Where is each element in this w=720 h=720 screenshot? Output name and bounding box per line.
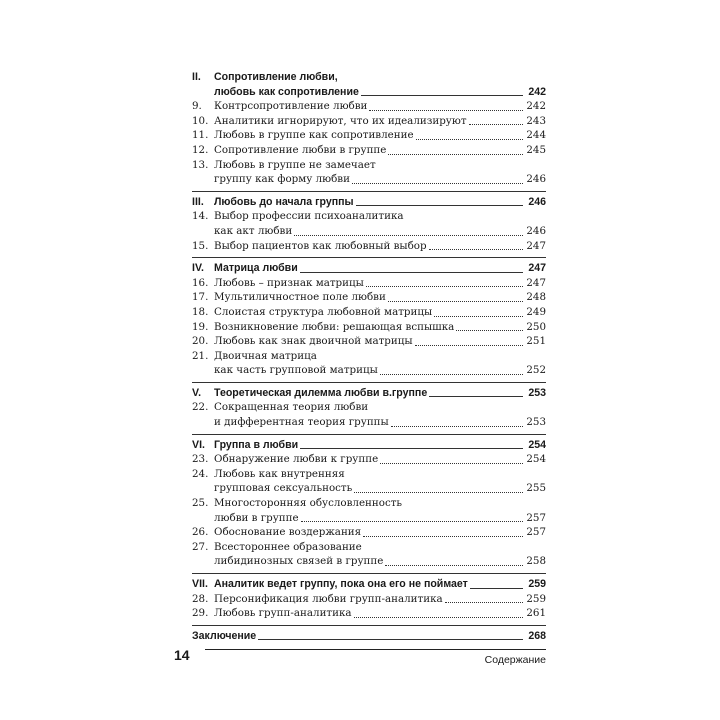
toc-entry-title: Любовь как знак двоичной матрицы (214, 335, 413, 348)
toc-entry-page: 255 (526, 482, 546, 495)
toc-entry-page: 253 (526, 416, 546, 429)
toc-entry (192, 349, 546, 364)
toc-entry-number: 23. (192, 453, 209, 466)
toc-entry-page: 250 (526, 320, 546, 333)
toc-entry (192, 172, 546, 187)
toc-entry-page: 246 (528, 195, 546, 208)
toc-entry-page: 246 (526, 224, 546, 237)
leader-dots (363, 535, 523, 537)
toc-entry-page: 247 (528, 262, 546, 275)
toc-entry-number: 13. (192, 158, 209, 171)
section-divider (192, 573, 546, 574)
toc-entry (192, 438, 546, 453)
toc-entry-number: 22. (192, 401, 209, 414)
toc-entry-title: Двоичная матрица (214, 349, 317, 362)
toc-entry (192, 554, 546, 569)
toc-entry (192, 511, 546, 526)
section-divider (192, 434, 546, 435)
toc-entry-title: как акт любви (214, 224, 293, 237)
toc-entry (192, 592, 546, 607)
toc-entry (192, 400, 546, 415)
toc-entry-number: 28. (192, 592, 209, 605)
toc-entry-title: Сопротивление любви в группе (214, 143, 387, 156)
toc-entry-number: 25. (192, 497, 209, 510)
toc-entry-page: 254 (526, 453, 546, 466)
toc-entry-title: Сопротивление любви, (214, 71, 338, 83)
toc-entry-number: 16. (192, 276, 209, 289)
leader-dots (429, 395, 523, 397)
footer-rule (205, 649, 546, 650)
toc-entry-page: 242 (526, 100, 546, 113)
toc-entry-title: Аналитик ведет группу, пока она его не поймает (214, 578, 468, 590)
leader-dots (469, 123, 523, 125)
toc-entry (192, 606, 546, 621)
toc-entry (192, 158, 546, 173)
toc-entry-number: 15. (192, 239, 209, 252)
toc-entry-number: 19. (192, 320, 209, 333)
toc-entry-title: Контрсопротивление любви (214, 100, 368, 113)
toc-entry-title: Персонификация любви групп-аналитика (214, 592, 443, 605)
leader-dots (470, 587, 523, 589)
toc-entry-title: Любовь до начала группы (214, 195, 354, 208)
toc-entry-title: любовь как сопротивление (214, 85, 359, 98)
leader-dots (416, 138, 523, 140)
toc-entry-page: 244 (526, 129, 546, 142)
toc-entry-number: III. (192, 195, 204, 208)
leader-dots (388, 153, 523, 155)
leader-dots (385, 564, 523, 566)
leader-dots (300, 271, 523, 273)
leader-dots (258, 638, 523, 640)
toc-entry (192, 577, 546, 592)
leader-dots (361, 94, 523, 96)
leader-dots (415, 344, 523, 346)
toc-entry-number: 9. (192, 100, 202, 113)
toc-entry-title: Любовь групп-аналитика (214, 607, 352, 620)
toc-entry (192, 195, 546, 210)
toc-entry-page: 243 (526, 114, 546, 127)
toc-entry-title: Любовь в группе не замечает (214, 158, 376, 171)
running-title: Содержание (484, 654, 546, 666)
toc-entry-number: 29. (192, 607, 209, 620)
toc-entry-number: V. (192, 386, 202, 399)
toc-entry-title: группу как форму любви (214, 173, 350, 186)
toc-entry-title: Многосторонняя обусловленность (214, 497, 403, 510)
toc-entry-page: 242 (528, 85, 546, 98)
toc-entry (192, 629, 546, 644)
leader-dots (354, 616, 523, 618)
leader-dots (445, 601, 523, 603)
leader-dots (456, 329, 523, 331)
toc-entry-number: 18. (192, 305, 209, 318)
toc-entry-title: любви в группе (214, 511, 299, 524)
toc-entry-title: Заключение (192, 629, 257, 642)
toc-entry-number: 26. (192, 526, 209, 539)
toc-entry-page: 257 (526, 526, 546, 539)
toc-entry (192, 525, 546, 540)
toc-entry-number: 24. (192, 467, 209, 480)
section-divider (192, 191, 546, 192)
toc-entry-page: 268 (528, 629, 546, 642)
toc-entry-page: 254 (528, 438, 546, 451)
toc-entry-title: Выбор профессии психоаналитика (214, 210, 404, 223)
leader-dots (301, 520, 523, 522)
toc-entry (192, 320, 546, 335)
table-of-contents (192, 70, 546, 643)
toc-entry (192, 70, 546, 85)
toc-entry-page: 258 (526, 555, 546, 568)
leader-dots (356, 204, 523, 206)
toc-entry-page: 259 (528, 578, 546, 590)
toc-entry-title: Слоистая структура любовной матрицы (214, 305, 433, 318)
leader-dots (380, 462, 523, 464)
toc-entry-page: 261 (526, 607, 546, 620)
toc-entry (192, 276, 546, 291)
toc-entry-title: Выбор пациентов как любовный выбор (214, 239, 427, 252)
toc-entry (192, 128, 546, 143)
toc-entry-title: Обнаружение любви к группе (214, 453, 379, 466)
section-divider (192, 625, 546, 626)
toc-entry-page: 249 (526, 305, 546, 318)
toc-entry (192, 290, 546, 305)
toc-entry-number: 11. (192, 129, 209, 142)
toc-entry-title: как часть групповой матрицы (214, 364, 378, 377)
toc-entry-number: 12. (192, 143, 209, 156)
toc-entry-title: Теоретическая дилемма любви в.группе (214, 386, 428, 399)
toc-entry (192, 99, 546, 114)
toc-entry (192, 363, 546, 378)
toc-entry (192, 467, 546, 482)
toc-entry-number: VI. (192, 438, 205, 451)
toc-entry-title: Сокращенная теория любви (214, 401, 369, 414)
toc-entry-number: VII. (192, 578, 208, 590)
leader-dots (380, 373, 523, 375)
toc-entry (192, 415, 546, 430)
toc-entry-title: Любовь в группе как сопротивление (214, 129, 414, 142)
toc-entry (192, 143, 546, 158)
leader-dots (300, 447, 523, 449)
toc-entry-number: II. (192, 71, 201, 83)
section-divider (192, 257, 546, 258)
toc-entry (192, 334, 546, 349)
leader-dots (388, 300, 523, 302)
toc-entry-number: 10. (192, 114, 209, 127)
toc-entry-title: Обоснование воздержания (214, 526, 362, 539)
toc-entry-page: 247 (526, 239, 546, 252)
toc-entry-title: либидинозных связей в группе (214, 555, 384, 568)
toc-entry-page: 246 (526, 173, 546, 186)
toc-entry-number: 14. (192, 210, 209, 223)
toc-entry-title: Любовь как внутренняя (214, 467, 345, 480)
toc-entry (192, 386, 546, 401)
toc-entry-page: 257 (526, 511, 546, 524)
toc-entry-number: 20. (192, 335, 209, 348)
toc-entry-title: Всестороннее образование (214, 540, 362, 553)
section-divider (192, 382, 546, 383)
toc-entry-number: IV. (192, 262, 204, 275)
toc-entry-page: 248 (526, 291, 546, 304)
toc-entry-title: Матрица любви (214, 262, 298, 275)
toc-entry-title: групповая сексуальность (214, 482, 353, 495)
leader-dots (366, 285, 523, 287)
page-number: 14 (174, 647, 190, 663)
toc-entry (192, 481, 546, 496)
leader-dots (434, 315, 523, 317)
toc-entry (192, 452, 546, 467)
toc-entry-page: 247 (526, 276, 546, 289)
toc-entry-title: и дифферентная теория группы (214, 416, 389, 429)
leader-dots (369, 109, 523, 111)
toc-entry-number: 17. (192, 291, 209, 304)
leader-dots (391, 425, 523, 427)
toc-entry (192, 85, 546, 100)
toc-entry-title: Аналитики игнорируют, что их идеализируют (214, 114, 467, 127)
toc-entry-title: Мультиличностное поле любви (214, 291, 386, 304)
toc-entry-title: Группа в любви (214, 438, 299, 451)
toc-entry (192, 209, 546, 224)
toc-entry-page: 252 (526, 364, 546, 377)
toc-entry (192, 496, 546, 511)
toc-entry-title: Любовь – признак матрицы (214, 276, 364, 289)
toc-entry-number: 27. (192, 540, 209, 553)
toc-entry-page: 259 (526, 592, 546, 605)
toc-entry-number: 21. (192, 349, 209, 362)
toc-entry (192, 305, 546, 320)
leader-dots (294, 234, 523, 236)
toc-entry (192, 540, 546, 555)
toc-entry (192, 261, 546, 276)
toc-entry (192, 114, 546, 129)
toc-entry-page: 253 (528, 386, 546, 399)
toc-entry (192, 224, 546, 239)
toc-entry (192, 239, 546, 254)
leader-dots (429, 248, 523, 250)
toc-entry-title: Возникновение любви: решающая вспышка (214, 320, 455, 333)
toc-entry-page: 245 (526, 143, 546, 156)
leader-dots (352, 182, 523, 184)
toc-entry-page: 251 (526, 335, 546, 348)
leader-dots (354, 491, 523, 493)
